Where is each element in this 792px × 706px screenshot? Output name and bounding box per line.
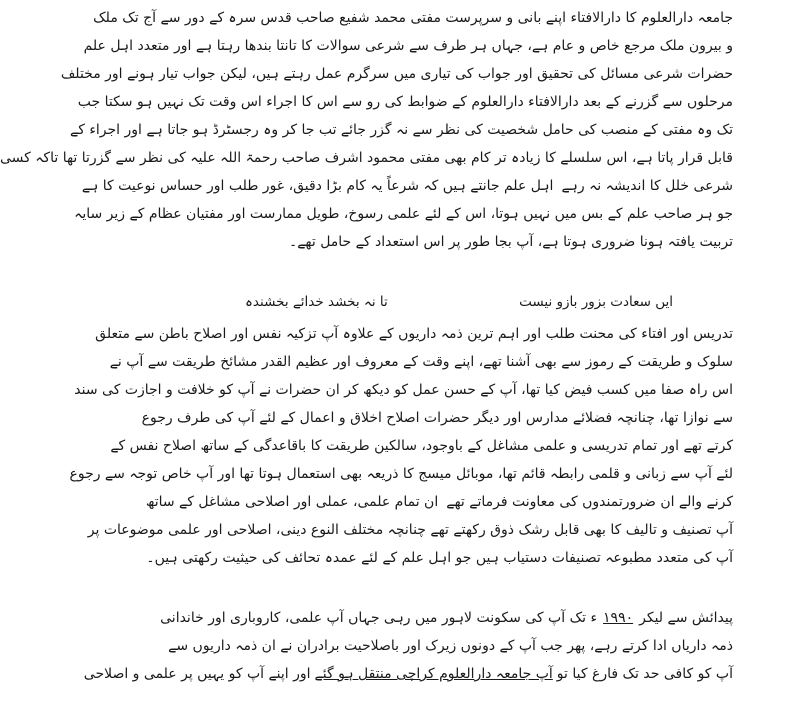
text-line: جامعہ دارالعلوم کا دارالافتاء اپنے بانی و سرپرست مفتی محمد شفیع صاحب قدس سرہ کے دور سے آج تک ملک	[93, 10, 733, 26]
underlined-phrase: آپ جامعہ دارالعلوم کراچی منتقل ہو گئے	[314, 666, 553, 682]
text-segment: پیدائش سے لیکر	[639, 610, 733, 626]
text-segment: آپ کو کافی حد تک فارغ کیا تو	[556, 666, 733, 682]
text-line	[81, 172, 733, 200]
text-segment: ان تمام علمی، عملی اور اصلاحی مشاغل کے ساتھ	[145, 494, 439, 510]
text-segment: کرنے والے ان ضرورتمندوں کی معاونت فرماتے تھے	[446, 494, 733, 510]
text-line: آپ تصنیف و تالیف کا بھی قابل رشک ذوق رکھتے تھے چنانچہ مختلف النوع دینی، اصلاحی اور علمی موضوعات پر	[87, 522, 733, 538]
text-line: آپ کی متعدد مطبوعہ تصنیفات دستیاب ہیں جو اہل علم کے لئے عمدہ تحائف کی حیثیت رکھتی ہیں۔	[146, 550, 733, 566]
text-line: مرحلوں سے گزرنے کے بعد دارالافتاء دارالعلوم کے ضوابط کی رو سے اس کا اجراء اس وقت تک نہیں ہو سکتا جب	[77, 94, 733, 110]
text-segment: ء تک آپ کی سکونت لاہور میں رہی جہاں آپ علمی، کاروباری اور خاندانی	[160, 610, 598, 626]
text-line: تربیت یافتہ ہونا ضروری ہوتا ہے، آپ بجا طور پر اس استعداد کے حامل تھے۔	[288, 234, 733, 250]
text-line	[83, 660, 733, 688]
text-line: حضرات شرعی مسائل کی تحقیق اور جواب کی تیاری میں سرگرم عمل رہتے ہیں، لیکن جواب تیار ہونے اور مختلف	[60, 66, 733, 82]
text-line: سے نوازا تھا، چنانچہ فضلائے مدارس اور دیگر حضرات اصلاح اخلاق و اعمال کے لئے آپ کی طرف رجوع	[141, 410, 733, 426]
text-line: تک وہ مفتی کے منصب کی حامل شخصیت کی نظر سے نہ گزر جائے تب جا کر وہ رجسٹرڈ ہو جاتا ہے اور اجراء کے	[70, 122, 733, 138]
text-line: اس راہ صفا میں کسب فیض کیا تھا، آپ کے حسن عمل کو دیکھ کر ان حضرات نے آپ کو خلافت و اجازت کی سند	[74, 382, 733, 398]
text-line: ذمہ داریاں ادا کرتے رہے، پھر جب آپ کے دونوں زیرک اور باصلاحیت برادران نے ان ذمہ داریوں سے	[168, 638, 733, 654]
text-line: تدریس اور افتاء کی محنت طلب اور اہم ترین ذمہ داریوں کے علاوہ آپ تزکیہ نفس اور اصلاح باطن سے متعلق	[95, 326, 733, 342]
text-line: سلوک و طریقت کے رموز سے بھی آشنا تھے، اپنے وقت کے معروف اور عظیم القدر مشائخ طریقت سے آپ نے	[109, 354, 733, 370]
verse-first-half: ایں سعادت بزور بازو نیست	[519, 294, 673, 310]
text-line: کرتے تھے اور تمام تدریسی و علمی مشاغل کے باوجود، سالکین طریقت کا باقاعدگی کے ساتھ اصلاح نفس کے	[110, 438, 733, 454]
verse-second-half: تا نہ بخشد خدائے بخشندہ	[245, 294, 388, 310]
persian-verse	[245, 288, 673, 316]
text-line	[145, 488, 733, 516]
text-line: و بیرون ملک مرجع خاص و عام ہے، جہاں ہر طرف سے شرعی سوالات کا تانتا بندھا رہتا ہے اور متعدد اہل علم	[83, 38, 733, 54]
text-segment: اور اپنے آپ کو یہیں پر علمی و اصلاحی	[83, 666, 311, 682]
text-segment: اہل علم جانتے ہیں کہ شرعاً یہ کام بڑا دقیق، غور طلب اور حساس نوعیت کا ہے	[81, 178, 554, 194]
text-line: قابل قرار پاتا ہے، اس سلسلے کا زیادہ تر کام بھی مفتی محمود اشرف صاحب رحمۃ اللہ علیہ کی نظر سے گزرتا تھا تاکہ کسی	[0, 150, 733, 166]
text-line: لئے آپ سے زبانی و قلمی رابطہ قائم تھا، موبائل میسج کا ذریعہ بھی استعمال ہوتا تھا اور آپ خاص توجہ سے رجوع	[69, 466, 733, 482]
text-line: جو ہر صاحب علم کے بس میں نہیں ہوتا، اس کے لئے علمی رسوخ، طویل ممارست اور مفتیان عظام کے زیر سایہ	[74, 206, 733, 222]
year-highlight: ۱۹۹۰	[603, 610, 634, 626]
text-line	[160, 604, 733, 632]
text-segment: شرعی خلل کا اندیشہ نہ رہے	[561, 178, 733, 194]
